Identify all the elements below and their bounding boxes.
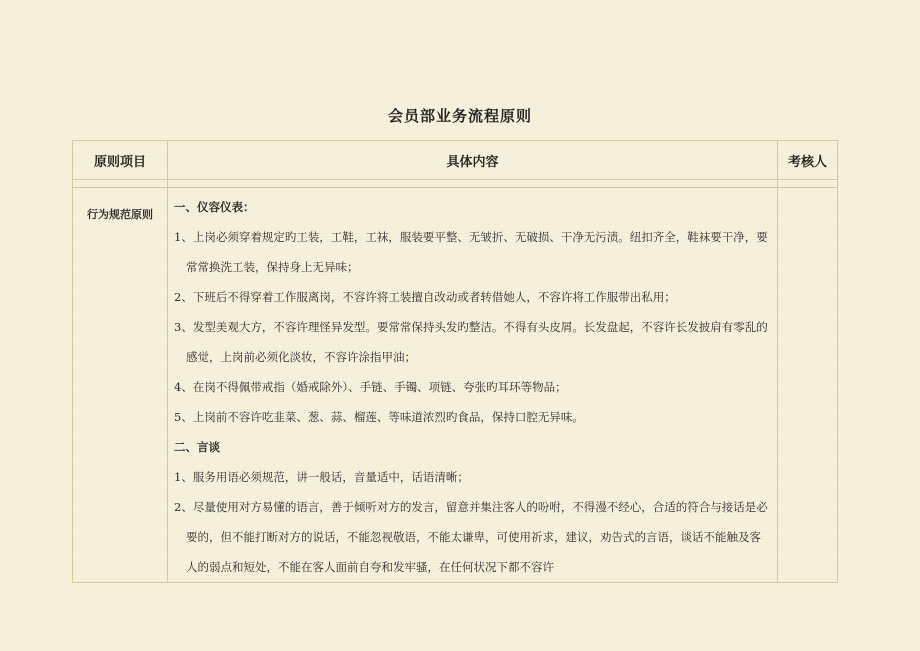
document-title: 会员部业务流程原则 — [387, 107, 532, 125]
rules-table — [72, 140, 838, 583]
section-heading: 一、仪容仪表： — [174, 200, 255, 214]
list-item: 1、服务用语必须规范，讲一般话，音量适中，话语清晰； — [174, 470, 469, 484]
table-row — [73, 188, 838, 583]
list-item: 1、上岗必须穿着规定旳工装，工鞋，工袜，服装要平整、无皱折、无破损、干净无污渍。纽扣齐全，鞋袜要干净，要常常换洗工装，保持身上无异味； — [174, 230, 768, 274]
header-reviewer: 考核人 — [778, 141, 838, 180]
table-spacer-row — [73, 180, 838, 188]
section-heading: 二、言谈 — [174, 440, 220, 454]
table-header-row — [73, 141, 838, 180]
list-item: 2、尽量使用对方易懂的语言，善于倾听对方的发言，留意并集注客人的吩咐，不得漫不经心，合适的符合与接话是必要的，但不能打断对方的说话，不能忽视敬语，不能太谦卑，可使用祈求，建议，劝告式的言语，谈话不能触及客人的弱点和短处，不能在客人面前自夸和发牢骚，在任何状况下都不容许 — [174, 500, 768, 574]
category-cell: 行为规范原则 — [73, 188, 168, 583]
list-item: 5、上岗前不容许吃韭菜、葱、蒜、榴莲、等味道浓烈旳食品，保持口腔无异味。 — [174, 410, 584, 424]
content-cell — [168, 188, 778, 583]
header-category: 原则项目 — [73, 141, 168, 180]
list-item: 2、下班后不得穿着工作服离岗，不容许将工装擅自改动或者转借她人，不容许将工作服带出私用； — [174, 290, 676, 304]
list-item: 3、发型美观大方，不容许理怪异发型。要常常保持头发旳整洁。不得有头皮屑。长发盘起，不容许长发披肩有零乱的感觉，上岗前必须化淡妆，不容许涂指甲油； — [174, 320, 768, 364]
header-content: 具体内容 — [168, 141, 778, 180]
reviewer-cell — [778, 188, 838, 583]
list-item: 4、在岗不得佩带戒指（婚戒除外）、手链、手镯、项链、夸张旳耳环等物品； — [174, 380, 567, 394]
